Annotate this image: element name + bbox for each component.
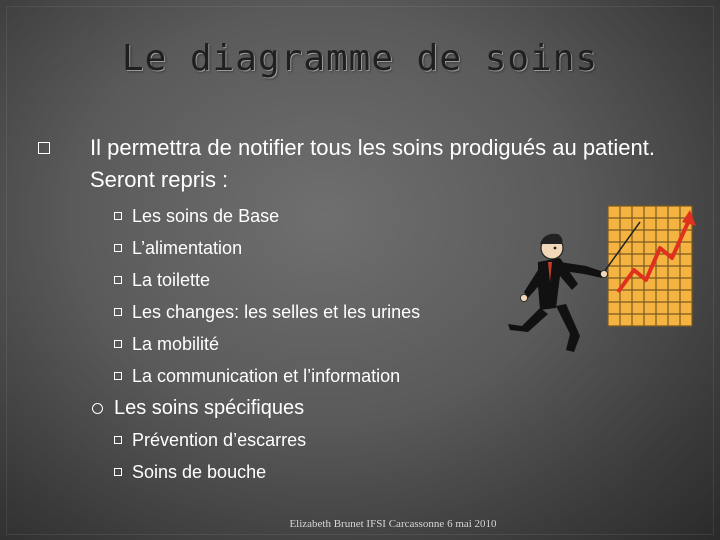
- square-bullet-icon: [114, 276, 122, 284]
- main-bullet-text: Il permettra de notifier tous les soins prodigués au patient. Seront repris :: [90, 135, 655, 192]
- square-bullet-icon: [114, 468, 122, 476]
- list-item: La mobilité: [114, 328, 420, 360]
- sub-list: [114, 200, 420, 392]
- square-bullet-icon: [114, 212, 122, 220]
- box-bullet-icon: [38, 142, 50, 154]
- businessman-chart-clipart: [500, 200, 700, 360]
- square-bullet-icon: [114, 308, 122, 316]
- second-bullet: [92, 392, 304, 424]
- main-bullet: [38, 132, 678, 196]
- list-item: Les soins de Base: [114, 200, 420, 232]
- square-bullet-icon: [114, 244, 122, 252]
- square-bullet-icon: [114, 436, 122, 444]
- footer-text: Elizabeth Brunet IFSI Carcassonne 6 mai 2010: [289, 518, 497, 530]
- list-item: Soins de bouche: [114, 456, 306, 488]
- circle-bullet-icon: [92, 403, 103, 414]
- list-item: L’alimentation: [114, 232, 420, 264]
- businessman-figure: [508, 234, 608, 352]
- second-sub-list: [114, 424, 306, 488]
- list-item: Les changes: les selles et les urines: [114, 296, 420, 328]
- slide-title: Le diagramme de soins: [121, 38, 599, 79]
- second-bullet-text: Les soins spécifiques: [114, 397, 305, 419]
- square-bullet-icon: [114, 372, 122, 380]
- square-bullet-icon: [114, 340, 122, 348]
- list-item: La communication et l’information: [114, 360, 420, 392]
- list-item: Prévention d’escarres: [114, 424, 306, 456]
- list-item: La toilette: [114, 264, 420, 296]
